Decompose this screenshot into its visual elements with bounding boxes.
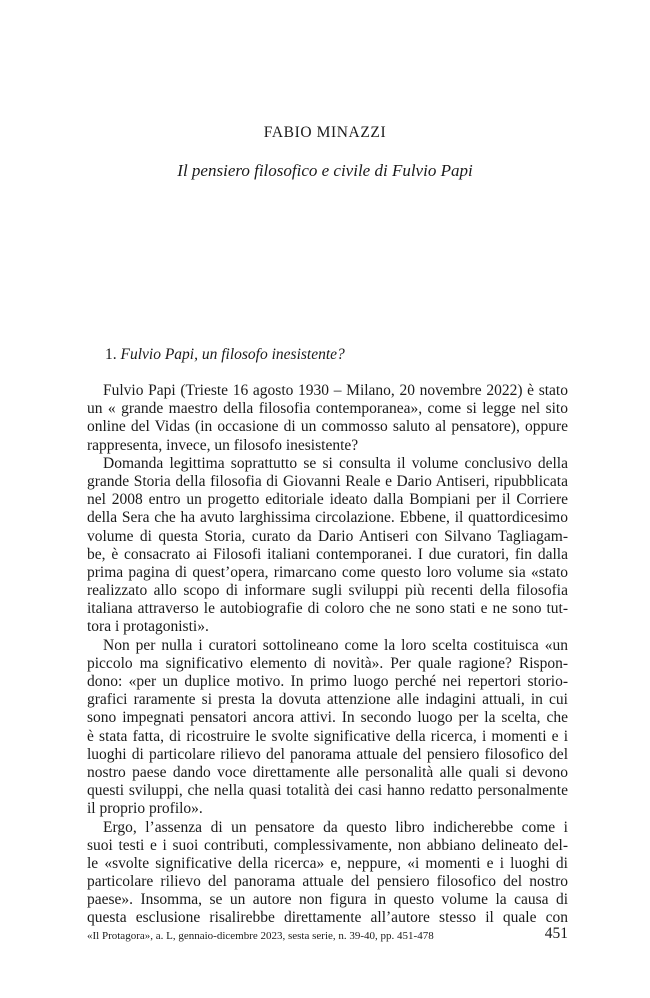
text-line: nel 2008 entro un progetto editoriale ideato dalla Bompiani per il Corriere xyxy=(87,491,568,509)
text-line: questi sviluppi, che nella quasi totalità dei casi hanno redatto personalmente xyxy=(87,782,568,800)
author-name: FABIO MINAZZI xyxy=(263,124,387,141)
text-line: italiana attraverso le autobiografie di coloro che ne sono stati e ne sono tut- xyxy=(87,600,568,618)
section-number: 1. xyxy=(105,346,117,363)
text-line: particolare rilievo del panorama attuale del pensiero filosofico del nostro xyxy=(87,873,568,891)
text-line: tora i protagonisti». xyxy=(87,618,209,636)
footer-citation: «Il Protagora», a. L, gennaio-dicembre 2023, sesta serie, n. 39-40, pp. 451-478 xyxy=(87,930,434,942)
text-line: nostro paese dando voce direttamente alle personalità alle quali si devono xyxy=(87,763,568,781)
page-number: 451 xyxy=(544,925,568,942)
section-heading xyxy=(105,346,345,364)
paragraph xyxy=(87,637,568,819)
section-title: Fulvio Papi, un filosofo inesistente? xyxy=(120,346,345,363)
text-line: Fulvio Papi (Trieste 16 agosto 1930 – Milano, 20 novembre 2022) è stato xyxy=(103,382,568,399)
text-line: volume di questa Storia, curato da Dario Antiseri con Silvano Tagliagam- xyxy=(87,527,568,545)
paragraph xyxy=(87,382,568,455)
text-line: della Sera che ha avuto larghissima circolazione. Ebbene, il quattordicesimo xyxy=(87,509,568,527)
text-line: realizzato allo scopo di informare sugli sviluppi più recenti della filosofia xyxy=(87,582,568,600)
text-line: luoghi di particolare rilievo del panorama attuale del pensiero filosofico del xyxy=(87,745,568,763)
text-line: grafici raramente si presta la dovuta attenzione alle indagini attuali, in cui xyxy=(87,691,568,709)
text-line: dono: «per un duplice motivo. In primo luogo perché nei repertori storio- xyxy=(87,673,568,690)
text-line: online del Vidas (in occasione di un commosso saluto al pensatore), oppure xyxy=(87,418,568,436)
text-line: le «svolte significative della ricerca» e, neppure, «i momenti e i luoghi di xyxy=(87,854,568,872)
text-line: Domanda legittima soprattutto se si consulta il volume conclusivo della xyxy=(103,454,568,472)
text-line: suoi testi e i suoi contributi, complessivamente, non abbiano delineato del- xyxy=(87,836,568,854)
text-line: questa esclusione risalirebbe direttamente all’autore stesso il quale con xyxy=(87,909,568,927)
paragraph xyxy=(87,819,568,928)
text-line: Non per nulla i curatori sottolineano come la loro scelta costituisca «un xyxy=(103,636,568,654)
body-text xyxy=(87,382,568,928)
article-title: Il pensiero filosofico e civile di Fulvio Papi xyxy=(177,161,473,180)
text-line: grande Storia della filosofia di Giovanni Reale e Dario Antiseri, ripubblicata xyxy=(87,472,568,490)
text-line: il proprio profilo». xyxy=(87,800,203,818)
text-line: rappresenta, invece, un filosofo inesistente? xyxy=(87,436,359,454)
text-line: paese». Insomma, se un autore non figura in questo volume la causa di xyxy=(87,891,568,909)
text-line: è stata fatta, di ricostruire le svolte significative della ricerca, i momenti e i xyxy=(87,727,568,745)
text-line: un « grande maestro della filosofia contemporanea», come si legge nel sito xyxy=(87,400,568,418)
text-line: piccolo ma significativo elemento di novità». Per quale ragione? Rispon- xyxy=(87,654,568,672)
text-line: Ergo, l’assenza di un pensatore da questo libro indicherebbe come i xyxy=(103,818,568,836)
text-line: be, è consacrato ai Filosofi italiani contemporanei. I due curatori, fin dalla xyxy=(87,545,568,563)
paragraph xyxy=(87,455,568,637)
text-line: sono impegnati pensatori ancora attivi. In secondo luogo per la scelta, che xyxy=(87,709,568,727)
text-line: prima pagina di quest’opera, rimarcano come questo loro volume sia «stato xyxy=(87,563,568,581)
